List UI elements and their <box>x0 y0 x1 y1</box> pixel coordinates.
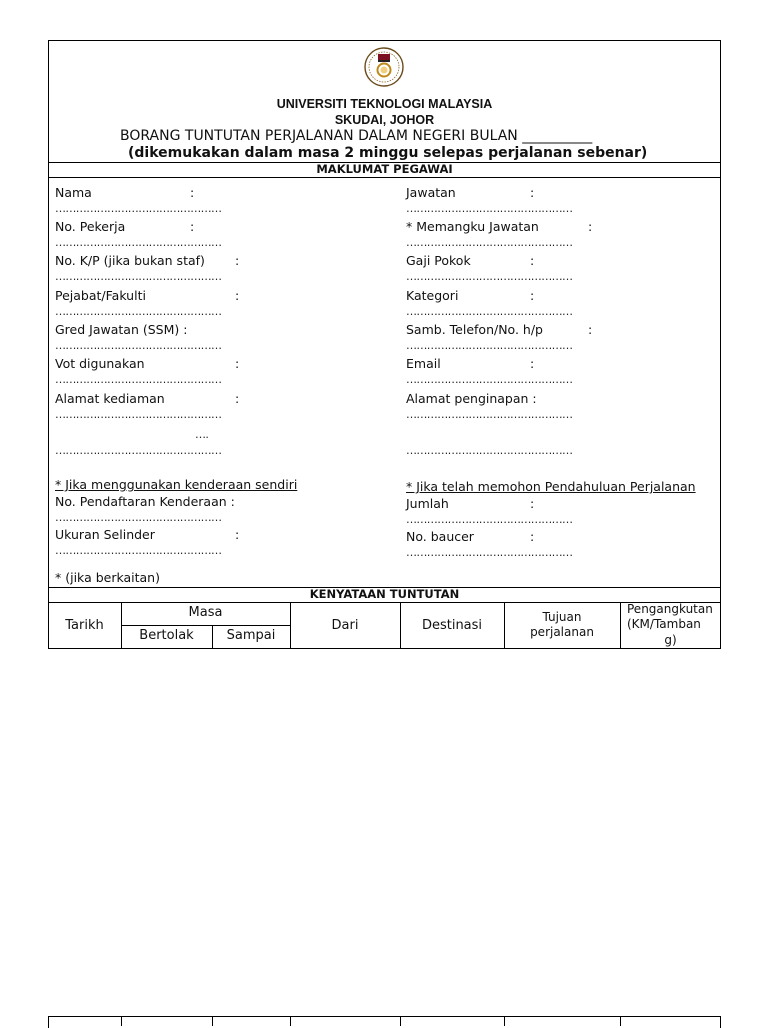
field-gaji-pokok-colon: : <box>530 253 535 268</box>
field-telefon-input[interactable]: ………………………………………… <box>406 339 573 352</box>
field-no-baucer-label: No. baucer <box>406 529 474 544</box>
field-kategori-label: Kategori <box>406 288 459 303</box>
field-no-kp-input[interactable]: ………………………………………… <box>55 270 222 283</box>
field-jawatan-input[interactable]: ………………………………………… <box>406 202 573 215</box>
field-alamat-penginapan-label: Alamat penginapan : <box>406 391 537 406</box>
field-gred-label: Gred Jawatan (SSM) : <box>55 322 188 337</box>
field-gred-input[interactable]: ………………………………………… <box>55 339 222 352</box>
field-gaji-pokok-input[interactable]: ………………………………………… <box>406 270 573 283</box>
field-alamat-kediaman-label: Alamat kediaman <box>55 391 165 406</box>
field-no-baucer-colon: : <box>530 529 535 544</box>
field-vot-input[interactable]: ………………………………………… <box>55 373 222 386</box>
vehicle-note: * Jika menggunakan kenderaan sendiri <box>55 477 298 492</box>
table-header-masa: Masa <box>188 605 223 620</box>
table-header-sampai: Sampai <box>226 628 276 643</box>
utm-logo-icon <box>362 45 406 89</box>
table-header-tujuan-2: perjalanan <box>530 625 594 639</box>
field-memangku-label: * Memangku Jawatan <box>406 219 539 234</box>
table-col-divider <box>290 1016 291 1026</box>
field-nama-input[interactable]: ………………………………………… <box>55 202 222 215</box>
field-kategori-input[interactable]: ………………………………………… <box>406 305 573 318</box>
field-pejabat-colon: : <box>235 288 240 303</box>
field-telefon-colon: : <box>588 322 593 337</box>
field-alamat-penginapan-input-2[interactable]: ………………………………………… <box>406 444 573 457</box>
field-email-label: Email <box>406 356 441 371</box>
field-memangku-colon: : <box>588 219 593 234</box>
form-subtitle: (dikemukakan dalam masa 2 minggu selepas perjalanan sebenar) <box>128 145 648 161</box>
field-gaji-pokok-label: Gaji Pokok <box>406 253 471 268</box>
field-pejabat-input[interactable]: ………………………………………… <box>55 305 222 318</box>
form-title: BORANG TUNTUTAN PERJALANAN DALAM NEGERI BULAN __________ <box>120 128 593 144</box>
divider <box>48 177 721 178</box>
field-vot-label: Vot digunakan <box>55 356 145 371</box>
field-memangku-input[interactable]: ………………………………………… <box>406 236 573 249</box>
table-header-pengangkutan-3: g) <box>664 633 677 647</box>
field-jumlah-label: Jumlah <box>406 496 449 511</box>
university-location: SKUDAI, JOHOR <box>334 113 435 127</box>
field-jawatan-label: Jawatan <box>406 185 456 200</box>
section-kenyataan-tuntutan: KENYATAAN TUNTUTAN <box>309 587 460 601</box>
field-nama-label: Nama <box>55 185 92 200</box>
field-alamat-kediaman-input-1[interactable]: ………………………………………… <box>55 408 222 421</box>
field-alamat-kediaman-input-3[interactable]: ………………………………………… <box>55 444 222 457</box>
field-no-pekerja-label: No. Pekerja <box>55 219 126 234</box>
table-header-pengangkutan-2: (KM/Tamban <box>627 617 701 631</box>
table-header-dari: Dari <box>331 618 359 633</box>
field-no-pendaftaran-input[interactable]: ………………………………………… <box>55 511 222 524</box>
table-header-destinasi: Destinasi <box>421 618 483 633</box>
footnote: * (jika berkaitan) <box>55 570 160 585</box>
table-row-divider <box>121 625 290 626</box>
table-col-divider <box>620 1016 621 1026</box>
field-pejabat-label: Pejabat/Fakulti <box>55 288 146 303</box>
field-no-kp-label: No. K/P (jika bukan staf) <box>55 253 205 268</box>
field-jawatan-colon: : <box>530 185 535 200</box>
advance-note: * Jika telah memohon Pendahuluan Perjalanan <box>406 479 696 494</box>
table-col-divider <box>121 1016 122 1026</box>
field-nama-colon: : <box>190 185 195 200</box>
field-no-pendaftaran-label: No. Pendaftaran Kenderaan : <box>55 494 235 509</box>
field-ukuran-selinder-colon: : <box>235 527 240 542</box>
field-vot-colon: : <box>235 356 240 371</box>
university-name: UNIVERSITI TEKNOLOGI MALAYSIA <box>276 97 493 111</box>
field-kategori-colon: : <box>530 288 535 303</box>
field-alamat-kediaman-input-2[interactable]: …. <box>195 428 209 441</box>
field-ukuran-selinder-input[interactable]: ………………………………………… <box>55 544 222 557</box>
table-header-tujuan-1: Tujuan <box>542 610 582 624</box>
table-header-pengangkutan-1: Pengangkutan <box>627 602 713 616</box>
field-jumlah-input[interactable]: ………………………………………… <box>406 513 573 526</box>
field-telefon-label: Samb. Telefon/No. h/p <box>406 322 543 337</box>
table-header-tarikh: Tarikh <box>65 618 104 633</box>
section-maklumat-pegawai: MAKLUMAT PEGAWAI <box>316 162 453 176</box>
field-no-pekerja-input[interactable]: ………………………………………… <box>55 236 222 249</box>
field-alamat-penginapan-input-1[interactable]: ………………………………………… <box>406 408 573 421</box>
table-header-pengangkutan <box>621 602 720 648</box>
field-jumlah-colon: : <box>530 496 535 511</box>
field-alamat-kediaman-colon: : <box>235 391 240 406</box>
field-no-pekerja-colon: : <box>190 219 195 234</box>
table-col-divider <box>504 1016 505 1026</box>
table-header-bertolak: Bertolak <box>139 628 194 643</box>
field-no-kp-colon: : <box>235 253 240 268</box>
field-email-colon: : <box>530 356 535 371</box>
field-no-baucer-input[interactable]: ………………………………………… <box>406 546 573 559</box>
table-col-divider <box>400 1016 401 1026</box>
field-ukuran-selinder-label: Ukuran Selinder <box>55 527 155 542</box>
field-email-input[interactable]: ………………………………………… <box>406 373 573 386</box>
table-col-divider <box>212 1016 213 1026</box>
